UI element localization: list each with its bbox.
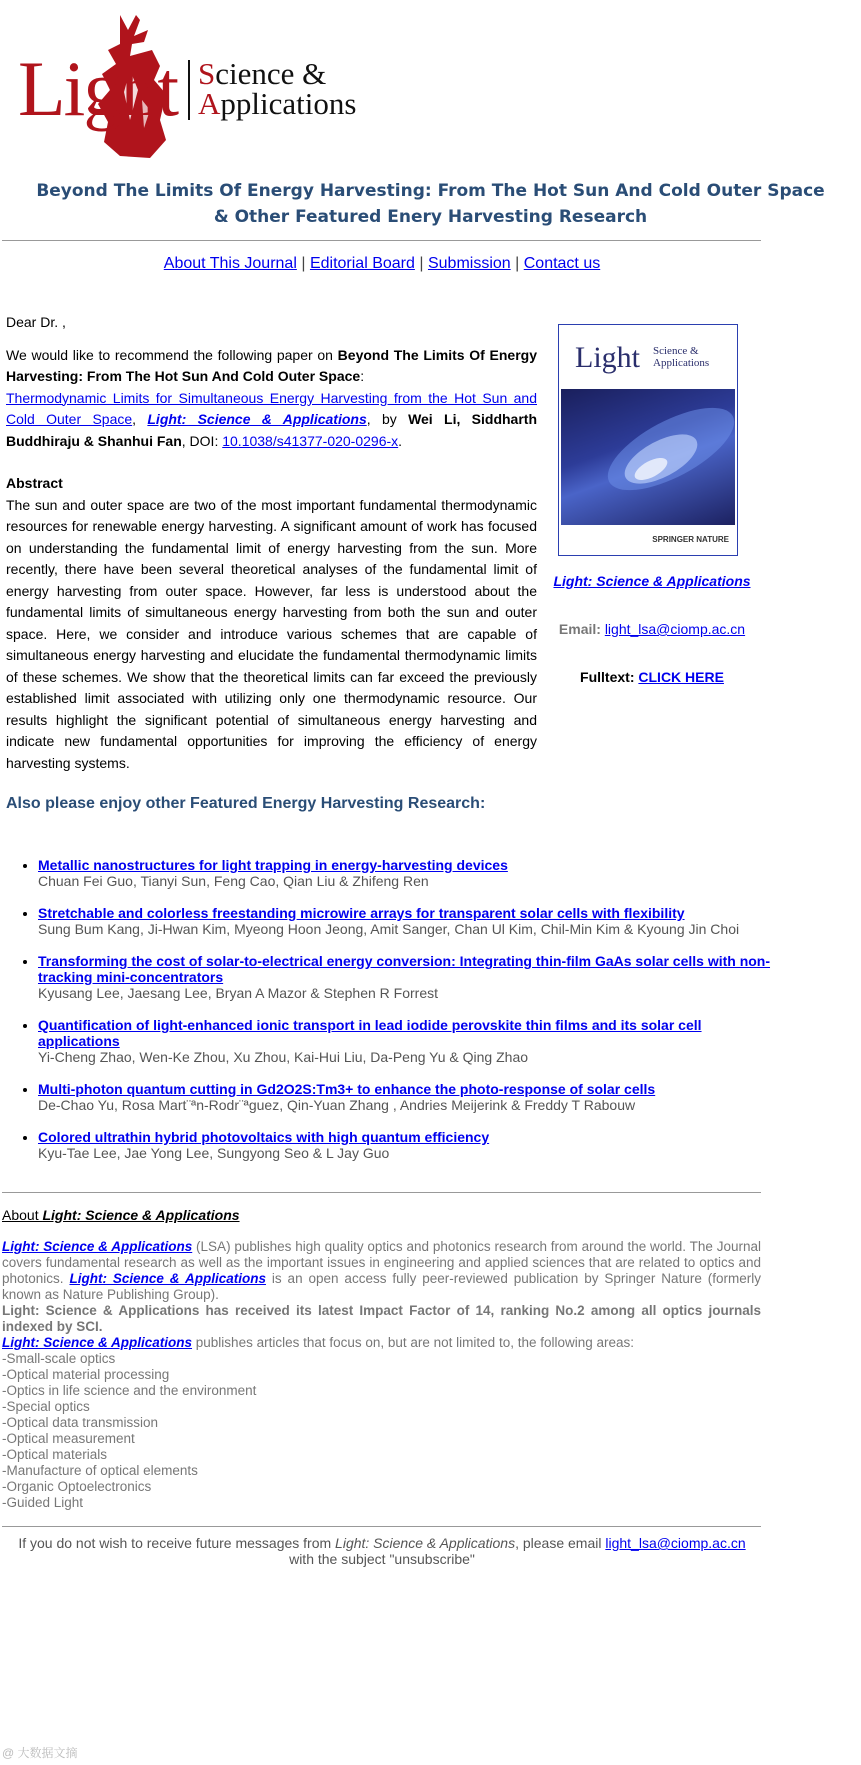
cover-publisher: SPRINGER NATURE [652,535,729,544]
paper-authors: Wei Li, Siddharth Buddhiraju & Shanhui Fan [6,411,538,449]
rec-topic: Beyond The Limits Of Energy Harvesting: From The Hot Sun And Cold Outer Space [6,346,537,384]
cover-lens-image [561,389,735,525]
divider [2,240,761,241]
sidebar-fulltext [540,669,764,685]
list-item: -Optical data transmission [2,1415,159,1430]
doi-link[interactable]: 10.1038/s41377-020-0296-x [222,432,399,449]
journal-logo [18,10,357,160]
list-item [38,1081,778,1113]
fulltext-link[interactable]: CLICK HERE [638,669,724,685]
featured-link[interactable]: Quantification of light-enhanced ionic transport in lead iodide perovskite thin films and its solar cell applications [38,1017,702,1049]
logo-applications: Applications [198,86,357,121]
divider [2,1526,761,1527]
cover-footer [561,527,735,553]
watermark: @ 大数据文摘 [2,1746,78,1760]
headline-line1: Beyond The Limits Of Energy Harvesting: From The Hot Sun And Cold Outer Space [36,181,825,201]
list-item [38,1017,778,1065]
headline-line2: & Other Featured Enery Harvesting Research [213,207,648,227]
sidebar-journal [540,573,764,589]
unsubscribe-note: If you do not wish to receive future messages from Light: Science & Applications, please email light_lsa@ciomp.ac.cn with the subject "unsubscribe" [18,1535,746,1567]
journal-cover[interactable] [558,324,738,556]
logo-divider [188,60,190,120]
featured-authors: Kyusang Lee, Jaesang Lee, Bryan A Mazor & Stephen R Forrest [38,985,439,1001]
sidebar-email [540,621,764,637]
featured-authors: Sung Bum Kang, Ji-Hwan Kim, Myeong Hoon Jeong, Amit Sanger, Chan Ul Kim, Chil-Min Kim & Kyoung Jin Choi [38,921,740,937]
list-item [38,905,778,937]
nav-separator: | [419,255,424,272]
featured-authors: De-Chao Yu, Rosa Mart¨ªn-Rodr¨ªguez, Qin-Yuan Zhang , Andries Meijerink & Freddy T Rabouw [38,1097,636,1113]
list-item: -Guided Light [2,1495,84,1510]
logo-word: Light [18,45,177,132]
nav-separator: | [515,255,520,272]
featured-authors: Yi-Cheng Zhao, Wen-Ke Zhou, Xu Zhou, Kai-Hui Liu, Da-Peng Yu & Qing Zhao [38,1049,529,1065]
list-item: -Optical material processing [2,1367,170,1382]
list-item: -Organic Optoelectronics [2,1479,152,1494]
greeting: Dear Dr. , [6,314,66,330]
cover-subtitle: Science & Applications [653,345,710,369]
about-section: Light: Science & Applications (LSA) publishes high quality optics and photonics research from around the world. The Journal covers fundamental research as well as the important issues in engineering and applied sciences that are related to optics and photonics. Light: Science & Applications is an open access fully peer-reviewed publication by Springer Nature (formerly known as Nature Publishing Group). Light: Science & Applications has received its latest Impact Factor of 14, ranking No.2 among all optics journals indexed by SCI. Light: Science & Applications publishes articles that focus on, but are not limited to, the following areas: -Small-scale optics -Optical material processing -Optics in life science and the environment -Special optics -Optical data transmission -Optical measurement -Optical materials -Manufacture of optical elements -Organic Optoelectronics -Guided Light [2,1239,761,1510]
email-label: Email: [558,621,605,637]
list-item: -Special optics [2,1399,90,1414]
about-journal-link[interactable]: Light: Science & Applications [2,1239,193,1254]
featured-authors: Kyu-Tae Lee, Jae Yong Lee, Sungyong Seo & L Jay Guo [38,1145,390,1161]
logo-science: Science & [198,56,327,91]
journal-link[interactable]: Light: Science & Applications [147,411,367,427]
featured-list [18,857,778,1177]
email-link[interactable]: light_lsa@ciomp.ac.cn [604,621,746,637]
list-item: -Manufacture of optical elements [2,1463,198,1478]
featured-link[interactable]: Multi-photon quantum cutting in Gd2O2S:Tm3+ to enhance the photo-response of solar cells [38,1081,656,1097]
cover-header [561,327,735,387]
about-heading: About Light: Science & Applications [2,1207,240,1223]
nav-bar [0,255,764,273]
featured-link[interactable]: Colored ultrathin hybrid photovoltaics with high quantum efficiency [38,1129,490,1145]
featured-heading: Also please enjoy other Featured Energy Harvesting Research: [6,795,486,812]
list-item: -Optics in life science and the environment [2,1383,257,1398]
featured-link[interactable]: Metallic nanostructures for light trapping in energy-harvesting devices [38,857,508,873]
nav-submission-link[interactable]: Submission [427,255,511,272]
unsubscribe-email-link[interactable]: light_lsa@ciomp.ac.cn [605,1535,746,1551]
list-item: -Optical measurement [2,1431,135,1446]
sidebar-journal-link[interactable]: Light: Science & Applications [553,573,751,589]
cover-artwork [561,389,735,525]
page-headline [0,178,861,230]
letter-body [6,312,537,774]
featured-link[interactable]: Transforming the cost of solar-to-electrical energy conversion: Integrating thin-film GaAs solar cells with non-tracking mini-concentrators [38,953,771,985]
recommendation: We would like to recommend the following paper on Beyond The Limits Of Energy Harvesting: From The Hot Sun And Cold Outer Space: Thermodynamic Limits for Simultaneous Energy Harvesting from the Hot Sun and Cold Outer Space, Light: Science & Applications, by Wei Li, Siddharth Buddhiraju & Shanhui Fan, DOI: 10.1038/s41377-020-0296-x. [6,346,538,449]
featured-authors: Chuan Fei Guo, Tianyi Sun, Feng Cao, Qian Liu & Zhifeng Ren [38,873,429,889]
about-journal-link[interactable]: Light: Science & Applications [69,1271,266,1286]
impact-factor: Light: Science & Applications has received its latest Impact Factor of 14, ranking No.2 among all optics journals indexed by SCI. [2,1303,761,1334]
list-item [38,857,778,889]
cover-title: Light [575,341,640,374]
nav-separator: | [301,255,306,272]
abstract-heading: Abstract [6,475,63,491]
featured-link[interactable]: Stretchable and colorless freestanding microwire arrays for transparent solar cells with flexibility [38,905,685,921]
nav-contact-link[interactable]: Contact us [523,255,601,272]
list-item: -Optical materials [2,1447,108,1462]
list-item [38,1129,778,1161]
abstract-text: The sun and outer space are two of the most important fundamental thermodynamic resources for renewable energy harvesting. A significant amount of work has focused on understanding the fundamental limit of energy harvesting from the sun. More recently, there have been several theoretical analyses of the fundamental limit of energy harvesting from outer space. However, far less is understood about the fundamental limits of simultaneous energy harvesting from both the sun and outer space. Here, we consider and introduce various schemes that are capable of simultaneous energy harvesting and elucidate the fundamental thermodynamic limits of these schemes. We show that the theoretical limits can far exceed the previously established limit associated with utilizing only one thermodynamic resource. Our results highlight the significant potential of simultaneous energy harvesting and indicate new fundamental opportunities for improving the efficiency of energy harvesting systems. [6,496,537,771]
fulltext-label: Fulltext: [580,669,639,685]
about-journal-link[interactable]: Light: Science & Applications [2,1335,193,1350]
list-item [38,953,778,1001]
divider [2,1192,761,1193]
areas-list [2,1351,761,1511]
list-item: -Small-scale optics [2,1351,116,1366]
nav-about-link[interactable]: About This Journal [163,255,297,272]
nav-board-link[interactable]: Editorial Board [309,255,415,272]
paper-title-link[interactable]: Thermodynamic Limits for Simultaneous Energy Harvesting from the Hot Sun and Cold Outer Space [6,389,537,427]
